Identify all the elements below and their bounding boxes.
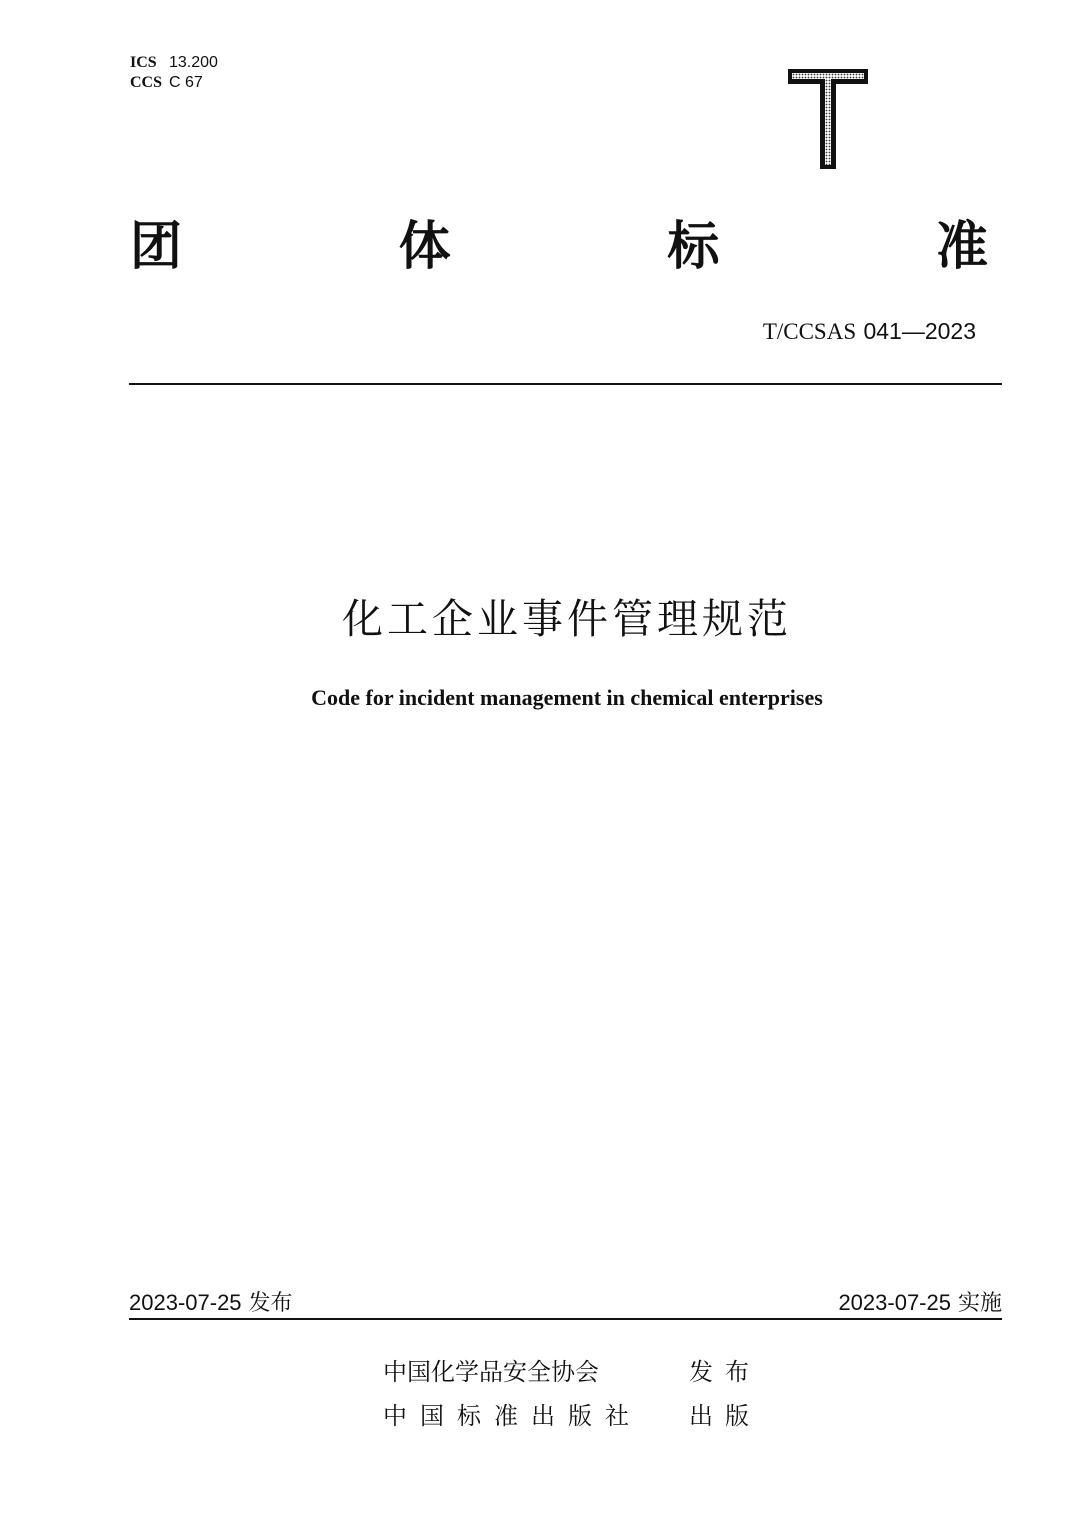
ccs-code — [130, 72, 218, 92]
implementation-date — [838, 1286, 1002, 1317]
ccs-value: C 67 — [169, 74, 203, 91]
issue-date — [129, 1286, 293, 1317]
ics-code — [130, 52, 218, 72]
ccs-label: CCS — [130, 74, 163, 91]
bottom-divider — [129, 1318, 1002, 1320]
ics-value: 13.200 — [169, 54, 218, 71]
standard-number — [763, 318, 976, 345]
issue-date-value: 2023-07-25 — [129, 1290, 242, 1315]
publisher-role: 发布 — [689, 1358, 761, 1386]
implementation-date-label: 实施 — [957, 1291, 1002, 1316]
publisher-row — [383, 1396, 761, 1431]
publisher-org: 中国标准出版社 — [383, 1402, 642, 1430]
t-standard-mark-icon — [786, 67, 870, 171]
document-title-chinese: 化工企业事件管理规范 — [342, 595, 792, 643]
top-divider — [129, 383, 1002, 385]
publisher-row — [383, 1352, 761, 1387]
standard-number-value: 041—2023 — [863, 318, 976, 344]
ics-label: ICS — [130, 54, 157, 71]
standard-type-char: 标 — [667, 217, 720, 277]
issue-date-label: 发布 — [248, 1291, 293, 1316]
standard-type-char: 体 — [398, 217, 451, 277]
standard-type-char: 准 — [935, 217, 988, 277]
classification-codes — [130, 52, 218, 92]
standard-type-char: 团 — [130, 217, 183, 277]
document-title-english: Code for incident management in chemical enterprises — [311, 685, 823, 710]
publisher-role: 出版 — [689, 1402, 761, 1430]
implementation-date-value: 2023-07-25 — [838, 1290, 951, 1315]
standard-type-heading — [130, 212, 988, 282]
standard-number-prefix: T/CCSAS — [762, 319, 857, 344]
publisher-org: 中国化学品安全协会 — [383, 1358, 599, 1386]
